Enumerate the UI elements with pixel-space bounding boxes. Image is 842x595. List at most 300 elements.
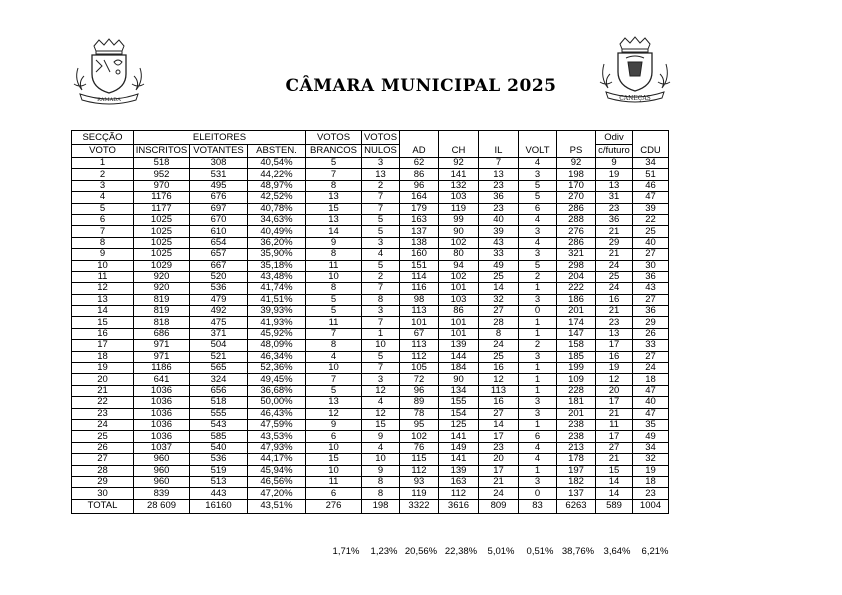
table-cell: 3: [519, 408, 557, 419]
table-cell: 119: [400, 488, 439, 499]
table-cell: 44,17%: [248, 454, 306, 465]
odiv-header-top: Odiv: [596, 131, 633, 145]
table-cell: 119: [439, 203, 479, 214]
table-cell: 641: [134, 374, 190, 385]
votos-nulos-header-top: VOTOS: [362, 131, 400, 145]
table-cell: 36: [596, 214, 633, 225]
table-row: [72, 328, 669, 339]
table-cell: 52,36%: [248, 363, 306, 374]
table-row: [72, 442, 669, 453]
table-cell: 101: [400, 317, 439, 328]
table-cell: 960: [134, 465, 190, 476]
table-cell: 5: [519, 192, 557, 203]
total-cell: 198: [362, 499, 400, 513]
table-cell: 144: [439, 351, 479, 362]
table-cell: 222: [557, 283, 596, 294]
table-cell: 134: [439, 385, 479, 396]
table-cell: 27: [633, 351, 669, 362]
table-cell: 10: [72, 260, 134, 271]
table-row: [72, 454, 669, 465]
table-cell: 39,93%: [248, 306, 306, 317]
table-cell: 1036: [134, 408, 190, 419]
table-cell: 40,78%: [248, 203, 306, 214]
table-cell: 46: [633, 180, 669, 191]
table-cell: 27: [479, 408, 519, 419]
table-cell: 504: [190, 340, 248, 351]
table-cell: 15: [596, 465, 633, 476]
percentage-value: 38,76%: [561, 546, 595, 557]
table-cell: 29: [596, 237, 633, 248]
table-cell: 9: [596, 158, 633, 169]
table-cell: 41,93%: [248, 317, 306, 328]
table-cell: 952: [134, 169, 190, 180]
table-cell: 667: [190, 260, 248, 271]
table-cell: 44,22%: [248, 169, 306, 180]
table-cell: 24: [479, 488, 519, 499]
table-cell: 4: [306, 351, 362, 362]
table-cell: 86: [400, 169, 439, 180]
table-cell: 40,54%: [248, 158, 306, 169]
table-cell: 18: [72, 351, 134, 362]
table-cell: 46,43%: [248, 408, 306, 419]
table-cell: 72: [400, 374, 439, 385]
table-row: [72, 271, 669, 282]
header-row-1: [72, 131, 669, 145]
table-cell: 238: [557, 431, 596, 442]
table-row: [72, 351, 669, 362]
table-cell: 113: [400, 306, 439, 317]
table-cell: 686: [134, 328, 190, 339]
table-cell: 178: [557, 454, 596, 465]
percentage-value: 6,21%: [641, 546, 669, 557]
table-cell: 1: [72, 158, 134, 169]
total-cell: 83: [519, 499, 557, 513]
table-cell: 154: [439, 408, 479, 419]
table-cell: 288: [557, 214, 596, 225]
table-row: [72, 237, 669, 248]
table-cell: 46,34%: [248, 351, 306, 362]
table-cell: 185: [557, 351, 596, 362]
table-cell: 20: [479, 454, 519, 465]
table-cell: 3: [72, 180, 134, 191]
table-cell: 102: [439, 237, 479, 248]
table-cell: 12: [306, 408, 362, 419]
table-cell: 7: [306, 328, 362, 339]
table-cell: 94: [439, 260, 479, 271]
table-cell: 51: [633, 169, 669, 180]
table-cell: 27: [479, 306, 519, 317]
table-cell: 47: [633, 408, 669, 419]
table-cell: 543: [190, 419, 248, 430]
table-cell: 179: [400, 203, 439, 214]
table-cell: 125: [439, 419, 479, 430]
table-row: [72, 158, 669, 169]
table-cell: 670: [190, 214, 248, 225]
table-cell: 2: [362, 180, 400, 191]
table-row: [72, 306, 669, 317]
table-cell: 7: [306, 374, 362, 385]
table-cell: 479: [190, 294, 248, 305]
table-cell: 971: [134, 351, 190, 362]
table-cell: 3: [362, 158, 400, 169]
table-cell: 36: [633, 271, 669, 282]
table-cell: 40: [633, 397, 669, 408]
table-cell: 12: [479, 374, 519, 385]
nulos-header: NULOS: [362, 145, 400, 158]
results-table: [71, 130, 669, 514]
table-row: [72, 340, 669, 351]
table-cell: 24: [596, 283, 633, 294]
table-cell: 1: [519, 419, 557, 430]
table-cell: 199: [557, 363, 596, 374]
table-cell: 103: [439, 192, 479, 203]
table-cell: 324: [190, 374, 248, 385]
cdu-header: CDU: [633, 131, 669, 158]
table-row: [72, 294, 669, 305]
table-row: [72, 465, 669, 476]
table-cell: 7: [362, 363, 400, 374]
table-cell: 8: [362, 476, 400, 487]
table-cell: 39: [479, 226, 519, 237]
table-cell: 8: [362, 294, 400, 305]
total-cell: 589: [596, 499, 633, 513]
table-row: [72, 363, 669, 374]
table-cell: 35,90%: [248, 249, 306, 260]
table-cell: 2: [519, 271, 557, 282]
table-cell: 101: [439, 283, 479, 294]
ad-header: AD: [400, 131, 439, 158]
table-cell: 98: [400, 294, 439, 305]
total-cell: 43,51%: [248, 499, 306, 513]
table-cell: 0: [519, 488, 557, 499]
table-cell: 14: [479, 283, 519, 294]
table-cell: 24: [72, 419, 134, 430]
table-cell: 19: [596, 169, 633, 180]
table-cell: 39: [633, 203, 669, 214]
total-cell: 28 609: [134, 499, 190, 513]
table-cell: 971: [134, 340, 190, 351]
table-cell: 3: [519, 294, 557, 305]
table-cell: 47,93%: [248, 442, 306, 453]
percentage-value: 5,01%: [487, 546, 515, 557]
ps-header: PS: [557, 131, 596, 158]
table-row: [72, 385, 669, 396]
table-cell: 101: [439, 317, 479, 328]
table-cell: 181: [557, 397, 596, 408]
table-row: [72, 397, 669, 408]
table-cell: 536: [190, 454, 248, 465]
table-cell: 960: [134, 454, 190, 465]
table-cell: 7: [479, 158, 519, 169]
table-cell: 839: [134, 488, 190, 499]
table-cell: 40,49%: [248, 226, 306, 237]
table-cell: 132: [439, 180, 479, 191]
table-cell: 17: [596, 397, 633, 408]
table-cell: 1: [519, 385, 557, 396]
table-row: [72, 226, 669, 237]
table-cell: 201: [557, 306, 596, 317]
table-cell: 50,00%: [248, 397, 306, 408]
table-cell: 139: [439, 340, 479, 351]
table-cell: 8: [306, 249, 362, 260]
total-cell: 276: [306, 499, 362, 513]
table-cell: 92: [557, 158, 596, 169]
table-cell: 21: [596, 226, 633, 237]
table-cell: 1: [519, 465, 557, 476]
table-cell: 46,56%: [248, 476, 306, 487]
table-cell: 475: [190, 317, 248, 328]
percentage-value: 20,56%: [404, 546, 438, 557]
table-cell: 321: [557, 249, 596, 260]
table-cell: 5: [362, 226, 400, 237]
table-cell: 518: [190, 397, 248, 408]
table-cell: 819: [134, 294, 190, 305]
table-cell: 5: [519, 260, 557, 271]
table-cell: 160: [400, 249, 439, 260]
table-cell: 9: [306, 237, 362, 248]
table-row: [72, 283, 669, 294]
table-cell: 17: [72, 340, 134, 351]
table-cell: 610: [190, 226, 248, 237]
table-cell: 18: [633, 374, 669, 385]
table-cell: 115: [400, 454, 439, 465]
total-cell: 1004: [633, 499, 669, 513]
svg-text:RAMADA: RAMADA: [97, 97, 121, 103]
table-cell: 116: [400, 283, 439, 294]
table-cell: 23: [596, 317, 633, 328]
table-cell: 17: [479, 431, 519, 442]
table-cell: 113: [400, 340, 439, 351]
table-cell: 6: [519, 431, 557, 442]
table-cell: 22: [72, 397, 134, 408]
table-cell: 112: [439, 488, 479, 499]
table-cell: 5: [362, 214, 400, 225]
seccao-header: SECÇÃO: [72, 131, 134, 145]
table-cell: 86: [439, 306, 479, 317]
table-cell: 35,18%: [248, 260, 306, 271]
table-cell: 11: [306, 260, 362, 271]
table-cell: 9: [362, 465, 400, 476]
table-cell: 5: [306, 306, 362, 317]
table-row: [72, 374, 669, 385]
table-cell: 10: [362, 340, 400, 351]
table-cell: 43,48%: [248, 271, 306, 282]
table-cell: 103: [439, 294, 479, 305]
table-cell: 1036: [134, 419, 190, 430]
table-cell: 27: [633, 249, 669, 260]
table-cell: 26: [633, 328, 669, 339]
total-cell: 3616: [439, 499, 479, 513]
table-cell: 102: [439, 271, 479, 282]
table-cell: 7: [362, 203, 400, 214]
table-cell: 204: [557, 271, 596, 282]
table-cell: 654: [190, 237, 248, 248]
table-cell: 5: [362, 260, 400, 271]
table-cell: 5: [306, 294, 362, 305]
table-row: [72, 419, 669, 430]
svg-text:CANEÇAS: CANEÇAS: [619, 95, 651, 102]
volt-header: VOLT: [519, 131, 557, 158]
table-cell: 14: [72, 306, 134, 317]
table-cell: 40: [633, 237, 669, 248]
table-cell: 15: [306, 203, 362, 214]
table-cell: 1: [362, 328, 400, 339]
table-cell: 10: [306, 271, 362, 282]
table-cell: 17: [479, 465, 519, 476]
table-cell: 513: [190, 476, 248, 487]
table-cell: 16: [596, 294, 633, 305]
table-cell: 10: [306, 465, 362, 476]
table-cell: 443: [190, 488, 248, 499]
table-cell: 25: [479, 271, 519, 282]
table-cell: 41,51%: [248, 294, 306, 305]
table-cell: 7: [306, 169, 362, 180]
table-cell: 492: [190, 306, 248, 317]
table-cell: 137: [400, 226, 439, 237]
table-cell: 3: [362, 306, 400, 317]
table-cell: 23: [633, 488, 669, 499]
table-cell: 521: [190, 351, 248, 362]
table-cell: 11: [306, 476, 362, 487]
table-row: [72, 431, 669, 442]
table-cell: 3: [519, 169, 557, 180]
table-cell: 13: [72, 294, 134, 305]
table-cell: 960: [134, 476, 190, 487]
table-cell: 33: [633, 340, 669, 351]
table-cell: 12: [596, 374, 633, 385]
table-cell: 657: [190, 249, 248, 260]
table-cell: 1177: [134, 203, 190, 214]
table-cell: 27: [633, 294, 669, 305]
table-cell: 6: [519, 203, 557, 214]
table-cell: 27: [596, 442, 633, 453]
table-cell: 9: [362, 431, 400, 442]
table-cell: 139: [439, 465, 479, 476]
table-cell: 8: [479, 328, 519, 339]
table-cell: 2: [362, 271, 400, 282]
table-cell: 138: [400, 237, 439, 248]
table-cell: 8: [306, 283, 362, 294]
table-row: [72, 203, 669, 214]
votos-brancos-header-top: VOTOS: [306, 131, 362, 145]
total-cell: 3322: [400, 499, 439, 513]
table-cell: 17: [596, 340, 633, 351]
table-cell: 30: [633, 260, 669, 271]
table-cell: 371: [190, 328, 248, 339]
table-cell: 520: [190, 271, 248, 282]
table-cell: 35: [633, 419, 669, 430]
table-cell: 5: [362, 351, 400, 362]
table-cell: 163: [400, 214, 439, 225]
table-cell: 32: [633, 454, 669, 465]
table-cell: 1: [519, 328, 557, 339]
table-cell: 147: [557, 328, 596, 339]
table-cell: 23: [479, 442, 519, 453]
table-cell: 8: [362, 488, 400, 499]
table-cell: 1025: [134, 214, 190, 225]
table-cell: 41,74%: [248, 283, 306, 294]
total-row: [72, 499, 669, 513]
table-cell: 4: [72, 192, 134, 203]
table-cell: 585: [190, 431, 248, 442]
table-cell: 36: [479, 192, 519, 203]
table-cell: 141: [439, 431, 479, 442]
table-cell: 90: [439, 374, 479, 385]
votantes-header: VOTANTES: [190, 145, 248, 158]
table-cell: 198: [557, 169, 596, 180]
table-cell: 163: [439, 476, 479, 487]
table-cell: 45,92%: [248, 328, 306, 339]
table-cell: 31: [596, 192, 633, 203]
table-cell: 14: [596, 476, 633, 487]
table-cell: 25: [479, 351, 519, 362]
table-cell: 5: [306, 158, 362, 169]
table-cell: 920: [134, 271, 190, 282]
table-cell: 819: [134, 306, 190, 317]
table-cell: 697: [190, 203, 248, 214]
table-cell: 286: [557, 203, 596, 214]
table-cell: 29: [633, 317, 669, 328]
table-cell: 13: [362, 169, 400, 180]
voto-header: VOTO: [72, 145, 134, 158]
table-cell: 36,68%: [248, 385, 306, 396]
table-row: [72, 408, 669, 419]
percentage-value: 0,51%: [526, 546, 554, 557]
table-cell: 15: [362, 419, 400, 430]
table-cell: 2: [72, 169, 134, 180]
table-cell: 11: [72, 271, 134, 282]
table-cell: 47,20%: [248, 488, 306, 499]
table-cell: 43: [633, 283, 669, 294]
table-cell: 9: [72, 249, 134, 260]
table-cell: 149: [439, 442, 479, 453]
table-cell: 22: [633, 214, 669, 225]
table-row: [72, 180, 669, 191]
table-cell: 47: [633, 385, 669, 396]
table-cell: 80: [439, 249, 479, 260]
table-cell: 182: [557, 476, 596, 487]
table-cell: 540: [190, 442, 248, 453]
table-cell: 18: [633, 476, 669, 487]
ch-header: CH: [439, 131, 479, 158]
table-cell: 109: [557, 374, 596, 385]
table-cell: 536: [190, 283, 248, 294]
table-cell: 40: [479, 214, 519, 225]
table-cell: 25: [633, 226, 669, 237]
table-cell: 45,94%: [248, 465, 306, 476]
table-cell: 137: [557, 488, 596, 499]
table-cell: 676: [190, 192, 248, 203]
percentage-value: 1,23%: [370, 546, 398, 557]
table-cell: 13: [479, 169, 519, 180]
table-cell: 10: [306, 442, 362, 453]
table-cell: 9: [306, 419, 362, 430]
table-cell: 26: [72, 442, 134, 453]
table-cell: 21: [479, 476, 519, 487]
table-cell: 213: [557, 442, 596, 453]
table-row: [72, 488, 669, 499]
table-cell: 49: [633, 431, 669, 442]
table-cell: 0: [519, 306, 557, 317]
table-cell: 14: [479, 419, 519, 430]
table-cell: 155: [439, 397, 479, 408]
table-cell: 8: [72, 237, 134, 248]
odiv-header-bottom: c/futuro: [596, 145, 633, 158]
table-cell: 3: [362, 237, 400, 248]
table-cell: 8: [306, 180, 362, 191]
table-row: [72, 214, 669, 225]
table-cell: 34: [633, 158, 669, 169]
